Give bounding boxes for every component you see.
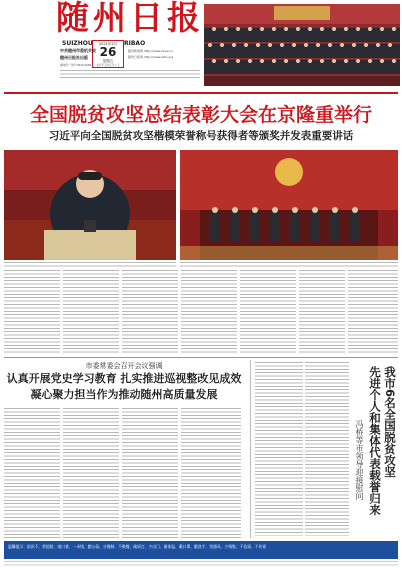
date-year-month: 2021年2月 (98, 42, 118, 46)
index-bar-text: 温馨提示：防汛不、常提防、南口着、一米线、勤公筷、分餐制、不聚餐、破谣言、少出门、量体温、戴口罩、勤洗手、常通风、少聚集、不信谣、不传谣 (8, 544, 267, 549)
masthead-photo (204, 4, 400, 86)
sidebar-text-col-2 (305, 362, 349, 536)
index-bar (4, 541, 398, 559)
second-story-title-line1: 认真开展党史学习教育 扎实推进巡视整改见成效 (6, 372, 242, 385)
lead-text-col-3 (122, 270, 178, 354)
main-headline: 全国脱贫攻坚总结表彰大会在京隆重举行 (29, 104, 372, 126)
publisher-line1: 中共随州市委机关报 (60, 48, 96, 53)
masthead-title: 随州日报 (56, 0, 204, 37)
second-story-col-4 (181, 408, 241, 538)
date-box (92, 40, 124, 68)
footer-lines (4, 561, 398, 567)
sidebar-text-col-1 (255, 362, 303, 536)
lead-text-col-7 (348, 270, 398, 354)
second-story-col-3 (122, 408, 178, 538)
masthead-pinyin-left: SUIZHOU (62, 40, 93, 47)
section-divider (4, 357, 398, 358)
cn-number: 国内统一刊号:CN42-0036 (60, 64, 92, 67)
second-story-col-2 (63, 408, 119, 538)
lead-text-col-4 (181, 270, 237, 354)
lead-text-col-2 (63, 270, 119, 354)
masthead-pinyin-right: RIBAO (124, 40, 146, 47)
masthead (0, 0, 402, 92)
sidebar-subtitle: 冯桥等市领导迎接慰问 (355, 420, 364, 500)
lead-text-col-1 (4, 270, 60, 354)
masthead-info-lines (60, 70, 200, 80)
site-line2: 随州日报网 http://www.szrb.org (128, 55, 174, 59)
lead-text-col-6 (299, 270, 345, 354)
sidebar-story-box (250, 360, 398, 538)
publisher-line2: 随州日报社出版 (60, 55, 88, 60)
photo-stage (180, 150, 398, 260)
sidebar-title-b: 先进个人和集体代表载誉归来 (368, 366, 382, 516)
lead-text-col-5 (240, 270, 296, 354)
masthead-rule (4, 92, 398, 94)
lead-photo-caption (4, 262, 176, 268)
date-day: 26 (99, 45, 117, 59)
second-story-col-1 (4, 408, 60, 538)
main-subheadline: 习近平向全国脱贫攻坚楷模荣誉称号获得者等颁奖并发表重要讲话 (48, 130, 354, 142)
date-lunar: 农历辛丑年正月十五 (96, 64, 120, 67)
second-story-title-line2: 凝心聚力担当作为推动随州高质量发展 (30, 388, 218, 401)
site-line1: 随州新闻网 http://www.szxw.cn (128, 49, 173, 53)
lead-photo-speech (4, 150, 176, 260)
stage-photo-caption (180, 262, 398, 268)
second-story-kicker: 市委常委会召开会议强调 (85, 362, 163, 370)
sidebar-title-a: 我市6名全国脱贫攻坚 (383, 366, 397, 478)
date-weekday: 星期五 (102, 59, 114, 63)
